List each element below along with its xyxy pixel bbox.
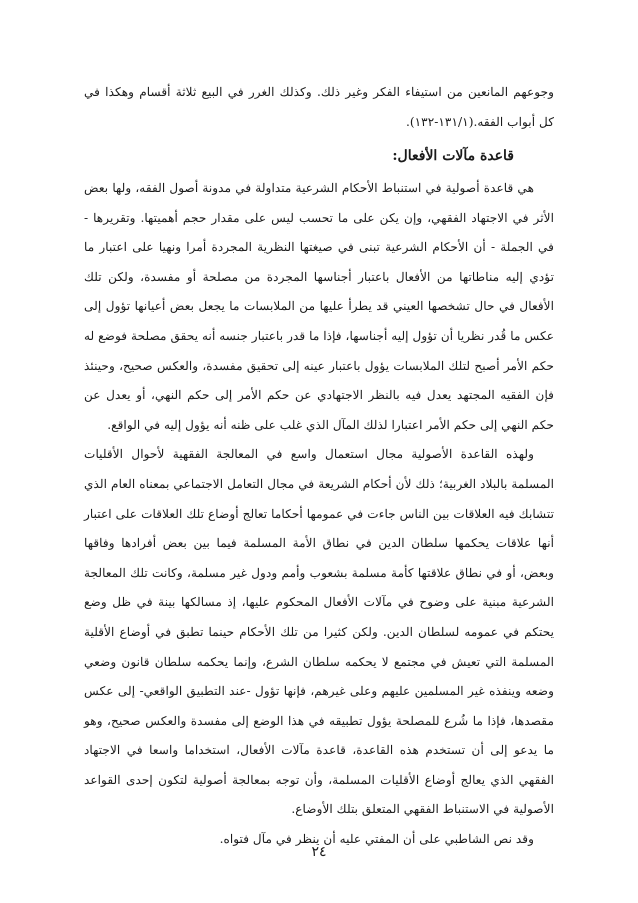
- body-paragraph-2: ولهذه القاعدة الأصولية مجال استعمال واسع في المعالجة الفقهية لأحوال الأقليات المسلمة بالبلاد الغربية؛ ذلك لأن أحكام الشريعة في مجال التعامل الاجتماعي بمعناه العام الذي تتشابك فيه العلاقات بين الناس جاءت في عمومها أحكاما تعالج أوضاع تلك العلاقات على اعتبار أنها علاقات يحكمها سلطان الدين في نطاق الأمة المسلمة فيما بين بعض أفرادها وفاقها وبعض، أو في نطاق علاقتها كأمة مسلمة بشعوب وأمم ودول غير مسلمة، وكانت تلك المعالجة الشرعية مبنية على وضوح في مآلات الأفعال المحكوم عليها، إذ مسالكها بينة في ظل وضع يحتكم في عمومه لسلطان الدين. ولكن كثيرا من تلك الأحكام حينما تطبق في أوضاع الأقلية المسلمة التي تعيش في مجتمع لا يحكمه سلطان الشرع، وإنما يحكمه سلطان قانون وضعي وضعه وينفذه غير المسلمين عليهم وعلى غيرهم، فإنها تؤول -عند التطبيق الواقعي- إلى عكس مقصدها، فإذا ما شُرع للمصلحة يؤول تطبيقه في هذا الوضع إلى مفسدة والعكس صحيح، وهو ما يدعو إلى أن تستخدم هذه القاعدة، قاعدة مآلات الأفعال، استخداما واسعا في الاجتهاد الفقهي الذي يعالج أوضاع الأقليات المسلمة، وأن توجه بمعالجة أصولية لتكون إحدى القواعد الأصولية في الاستنباط الفقهي المتعلق بتلك الأوضاع.: [84, 447, 554, 817]
- body-paragraph-1: هي قاعدة أصولية في استنباط الأحكام الشرعية متداولة في مدونة أصول الفقه، ولها بعض الأثر في الاجتهاد الفقهي، وإن يكن على ما تحسب ليس على مقدار حجم أهميتها. وتقريرها - في الجملة - أن الأحكام الشرعية تبنى في صيغتها النظرية المجردة أمرا ونهيا على اعتبار ما تؤدي إليه مناطاتها من الأفعال باعتبار أجناسها المجردة من مصلحة أو مفسدة، ولكن تلك الأفعال في حال تشخصها العيني قد يطرأ عليها من الملابسات ما يجعل بعض أعيانها تؤول إلى عكس ما قُدر نظريا أن تؤول إليه أجناسها، فإذا ما قدر باعتبار جنسه أنه يحقق مصلحة فوضع له حكم الأمر أصبح لتلك الملابسات يؤول باعتبار عينه إلى تحقيق مفسدة، والعكس صحيح، وحينئذ فإن الفقيه المجتهد يعدل فيه بالنظر الاجتهادي عن حكم الأمر إلى حكم النهي، أو يعدل عن حكم النهي إلى حكم الأمر اعتبارا لذلك المآل الذي غلب على ظنه أنه يؤول إليه في الواقع.: [84, 181, 554, 432]
- intro-paragraph-block: [84, 78, 554, 137]
- body-paragraph-3: وقد نص الشاطبي على أن المفتي عليه أن ينظر في مآل فتواه.: [219, 832, 534, 847]
- intro-paragraph: وجوعهم المانعين من استيفاء الفكر وغير ذلك. وكذلك الغرر في البيع ثلاثة أقسام وهكذا في كل أبواب الفقه.(١٣١/١-١٣٢).: [84, 85, 554, 129]
- page-number: ٢٤: [311, 844, 327, 860]
- section-body: [84, 174, 554, 855]
- section-heading: قاعدة مآلات الأفعال:: [392, 148, 514, 164]
